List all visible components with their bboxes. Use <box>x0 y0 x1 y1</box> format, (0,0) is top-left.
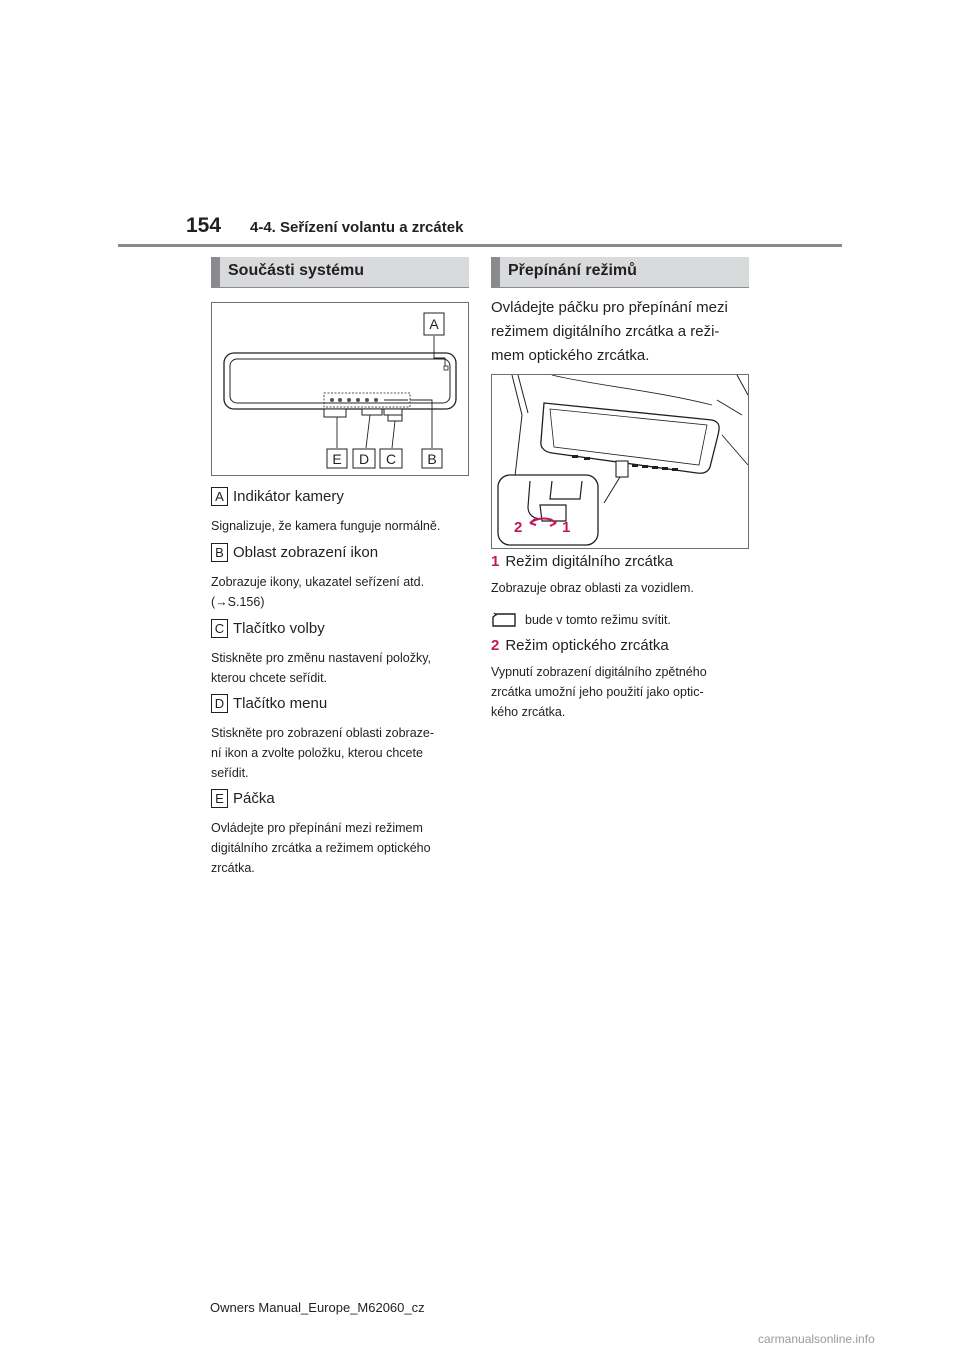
mirror-lever-figure <box>491 374 749 549</box>
item-description-line3: zrcátka. <box>211 861 255 875</box>
components-heading-rule <box>211 287 469 288</box>
intro-line-3: mem optického zrcátka. <box>491 347 650 364</box>
mode-number-1: 1 <box>491 553 500 570</box>
badge-d: D <box>211 694 228 713</box>
figure-label-2: 2 <box>514 519 523 536</box>
mirror-components-figure <box>211 302 469 476</box>
item-description-line2: kterou chcete seřídit. <box>211 671 328 685</box>
mirror-indicator-icon <box>491 612 517 628</box>
item-description-line3: seřídit. <box>211 766 249 780</box>
indicator-note-text: bude v tomto režimu svítit. <box>525 613 671 627</box>
mode-2-desc-line-2: zrcátka umožní jeho použití jako optic- <box>491 685 704 699</box>
watermark: carmanualsonline.info <box>758 1332 875 1346</box>
page-reference: (→S.156) <box>211 595 265 609</box>
figure-label-b: B <box>427 451 437 467</box>
lever-diagram <box>492 375 748 548</box>
figure-label-1: 1 <box>562 519 571 536</box>
modes-heading-rule <box>491 287 749 288</box>
mode-number-2: 2 <box>491 637 500 654</box>
badge-a: A <box>211 487 228 506</box>
item-description-line2: digitálního zrcátka a režimem optického <box>211 841 431 855</box>
item-title: Tlačítko volby <box>233 620 325 637</box>
components-heading-text: Součásti systému <box>228 262 365 279</box>
item-title: Indikátor kamery <box>233 488 344 505</box>
section-title: 4-4. Seřízení volantu a zrcátek <box>250 219 464 236</box>
intro-line-2: režimem digitálního zrcátka a reži- <box>491 323 720 340</box>
components-heading <box>211 257 469 287</box>
figure-label-c: C <box>385 451 397 467</box>
mode-2-desc-line-3: kého zrcátka. <box>491 705 566 719</box>
component-item-e <box>211 789 469 878</box>
mode-1-description: Zobrazuje obraz oblasti za vozidlem. <box>491 581 694 595</box>
footer-manual-id: Owners Manual_Europe_M62060_cz <box>210 1300 425 1315</box>
item-description: Signalizuje, že kamera funguje normálně. <box>211 519 441 533</box>
mirror-diagram <box>212 303 468 475</box>
component-item-a <box>211 487 469 536</box>
figure-label-a: A <box>429 316 439 332</box>
figure-label-e: E <box>332 451 342 467</box>
item-description: Stiskněte pro zobrazení oblasti zobraze- <box>211 726 435 740</box>
mode-1-title: Režim digitálního zrcátka <box>505 553 673 570</box>
component-item-b <box>211 543 469 612</box>
item-description: Ovládejte pro přepínání mezi režimem <box>211 821 423 835</box>
intro-line-1: Ovládejte páčku pro přepínání mezi <box>491 299 728 316</box>
figure-label-d: D <box>358 451 370 467</box>
badge-b: B <box>211 543 228 562</box>
mode-2-description <box>491 662 753 722</box>
mode-1-indicator-note <box>491 610 753 630</box>
item-title: Oblast zobrazení ikon <box>233 544 379 561</box>
item-description: Zobrazuje ikony, ukazatel seřízení atd. <box>211 575 425 589</box>
mode-1-heading <box>491 553 673 570</box>
badge-c: C <box>211 619 228 638</box>
component-item-d <box>211 694 469 783</box>
component-item-c <box>211 619 469 688</box>
modes-heading-text: Přepínání režimů <box>508 262 637 279</box>
mode-2-heading <box>491 637 669 654</box>
item-title: Páčka <box>233 790 275 807</box>
modes-intro <box>491 296 749 368</box>
mode-2-title: Režim optického zrcátka <box>505 637 669 654</box>
badge-e: E <box>211 789 228 808</box>
modes-heading <box>491 257 749 287</box>
item-description-line2: ní ikon a zvolte položku, kterou chcete <box>211 746 423 760</box>
mode-2-desc-line-1: Vypnutí zobrazení digitálního zpětného <box>491 665 707 679</box>
page-number: 154 <box>186 214 222 237</box>
header-divider <box>118 244 842 247</box>
item-description: Stiskněte pro změnu nastavení položky, <box>211 651 432 665</box>
item-title: Tlačítko menu <box>233 695 328 712</box>
